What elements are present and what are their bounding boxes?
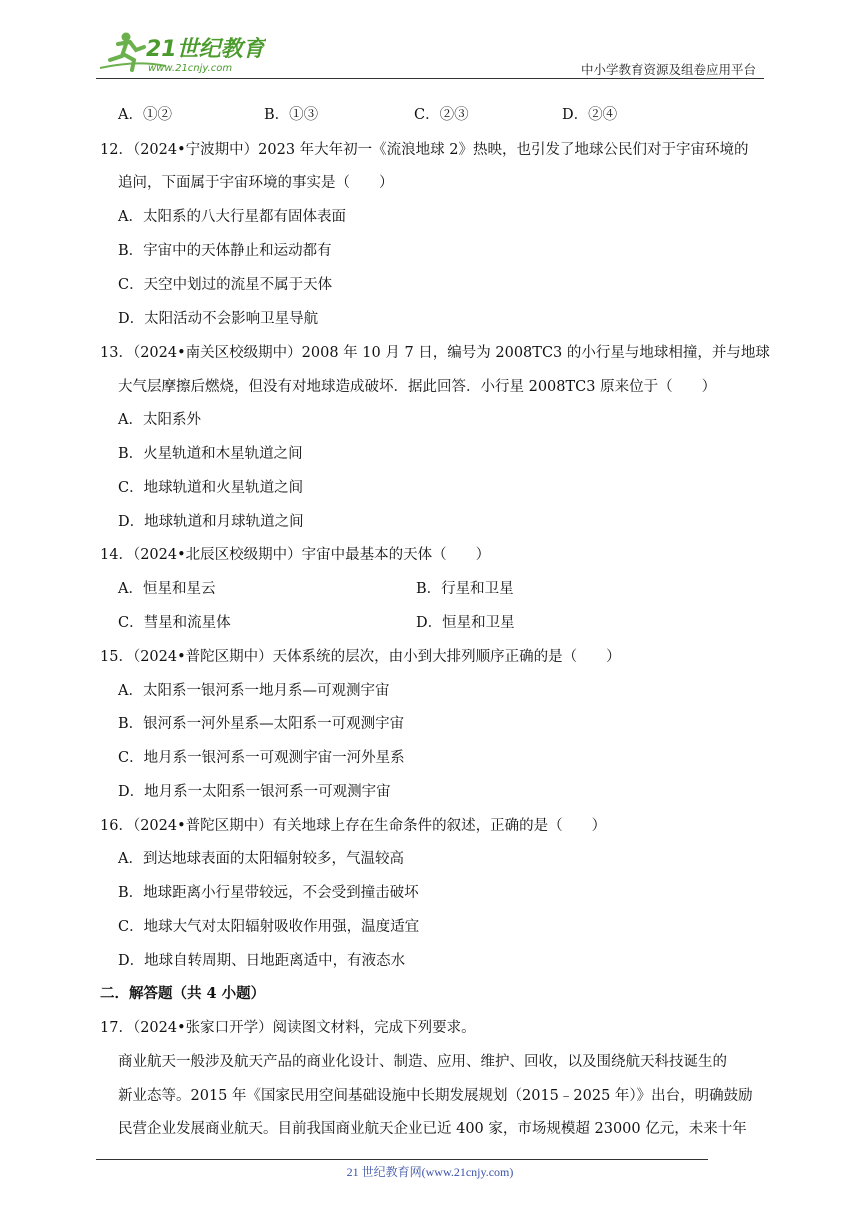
q12-stem-line2: 追问，下面属于宇宙环境的事实是（ ） bbox=[118, 175, 394, 191]
logo-url: www.21cnjy.com bbox=[148, 63, 233, 74]
q16-option-a: A．到达地球表面的太阳辐射较多，气温较高 bbox=[118, 851, 404, 867]
platform-label: 中小学教育资源及组卷应用平台 bbox=[580, 62, 756, 77]
q17-paragraph-line2: 新业态等。2015 年《国家民用空间基础设施中长期发展规划（2015﹣2025 年）》出台，明确鼓励 bbox=[118, 1088, 753, 1104]
q12-stem-line1: 12．（2024•宁波期中）2023 年大年初一《流浪地球 2》热映，也引发了地球公民们对于宇宙环境的 bbox=[100, 142, 749, 158]
q15-option-b: B．银河系一河外星系—太阳系一可观测宇宙 bbox=[118, 716, 405, 732]
q11-option-d: D．②④ bbox=[562, 107, 618, 123]
page-header bbox=[96, 30, 764, 80]
q15-option-a: A．太阳系一银河系一地月系—可观测宇宙 bbox=[118, 683, 390, 699]
q13-option-a: A．太阳系外 bbox=[118, 412, 201, 428]
q15-option-c: C．地月系一银河系一可观测宇宙一河外星系 bbox=[118, 750, 405, 766]
q13-option-d: D．地球轨道和月球轨道之间 bbox=[118, 514, 304, 530]
q16-option-d: D．地球自转周期、日地距离适中，有液态水 bbox=[118, 953, 406, 969]
q17-paragraph-line3: 民营企业发展商业航天。目前我国商业航天企业已近 400 家，市场规模超 23000 亿元，未来十年 bbox=[118, 1121, 747, 1137]
logo-text: 21世纪教育 bbox=[146, 37, 265, 62]
q16-option-c: C．地球大气对太阳辐射吸收作用强，温度适宜 bbox=[118, 919, 420, 935]
q14-option-a: A．恒星和星云 bbox=[118, 581, 216, 597]
q11-option-a: A．①② bbox=[118, 107, 172, 123]
q15-stem: 15．（2024•普陀区期中）天体系统的层次，由小到大排列顺序正确的是（ ） bbox=[100, 649, 621, 665]
q12-option-b: B．宇宙中的天体静止和运动都有 bbox=[118, 243, 332, 259]
header-divider bbox=[96, 78, 764, 79]
footer-link[interactable]: 21 世纪教育网(www.21cnjy.com) bbox=[346, 1165, 514, 1179]
section-heading: 二．解答题（共 4 小题） bbox=[100, 985, 266, 1002]
q13-stem-line1: 13．（2024•南关区校级期中）2008 年 10 月 7 日，编号为 2008TC3 的小行星与地球相撞，并与地球 bbox=[100, 345, 770, 361]
q16-option-b: B．地球距离小行星带较远，不会受到撞击破坏 bbox=[118, 885, 419, 901]
footer-divider bbox=[96, 1159, 708, 1160]
q17-paragraph-line1: 商业航天一般涉及航天产品的商业化设计、制造、应用、维护、回收，以及围绕航天科技诞生的 bbox=[118, 1054, 727, 1070]
q14-option-d: D．恒星和卫星 bbox=[416, 615, 515, 631]
q12-option-a: A．太阳系的八大行星都有固体表面 bbox=[118, 209, 346, 225]
q14-option-b: B．行星和卫星 bbox=[416, 581, 514, 597]
q11-option-c: C．②③ bbox=[414, 107, 469, 123]
q13-option-b: B．火星轨道和木星轨道之间 bbox=[118, 446, 303, 462]
q13-option-c: C．地球轨道和火星轨道之间 bbox=[118, 480, 304, 496]
q12-option-d: D．太阳活动不会影响卫星导航 bbox=[118, 311, 319, 327]
q15-option-d: D．地月系一太阳系一银河系一可观测宇宙 bbox=[118, 784, 391, 800]
logo-icon bbox=[96, 30, 266, 76]
q16-stem: 16．（2024•普陀区期中）有关地球上存在生命条件的叙述，正确的是（ ） bbox=[100, 818, 607, 834]
q14-stem: 14．（2024•北辰区校级期中）宇宙中最基本的天体（ ） bbox=[100, 547, 491, 563]
q13-stem-line2: 大气层摩擦后燃烧，但没有对地球造成破坏．据此回答．小行星 2008TC3 原来位于（ ） bbox=[118, 379, 717, 395]
q14-option-c: C．彗星和流星体 bbox=[118, 615, 231, 631]
q17-stem: 17．（2024•张家口开学）阅读图文材料，完成下列要求。 bbox=[100, 1020, 476, 1036]
q11-option-b: B．①③ bbox=[264, 107, 319, 123]
q12-option-c: C．天空中划过的流星不属于天体 bbox=[118, 277, 333, 293]
